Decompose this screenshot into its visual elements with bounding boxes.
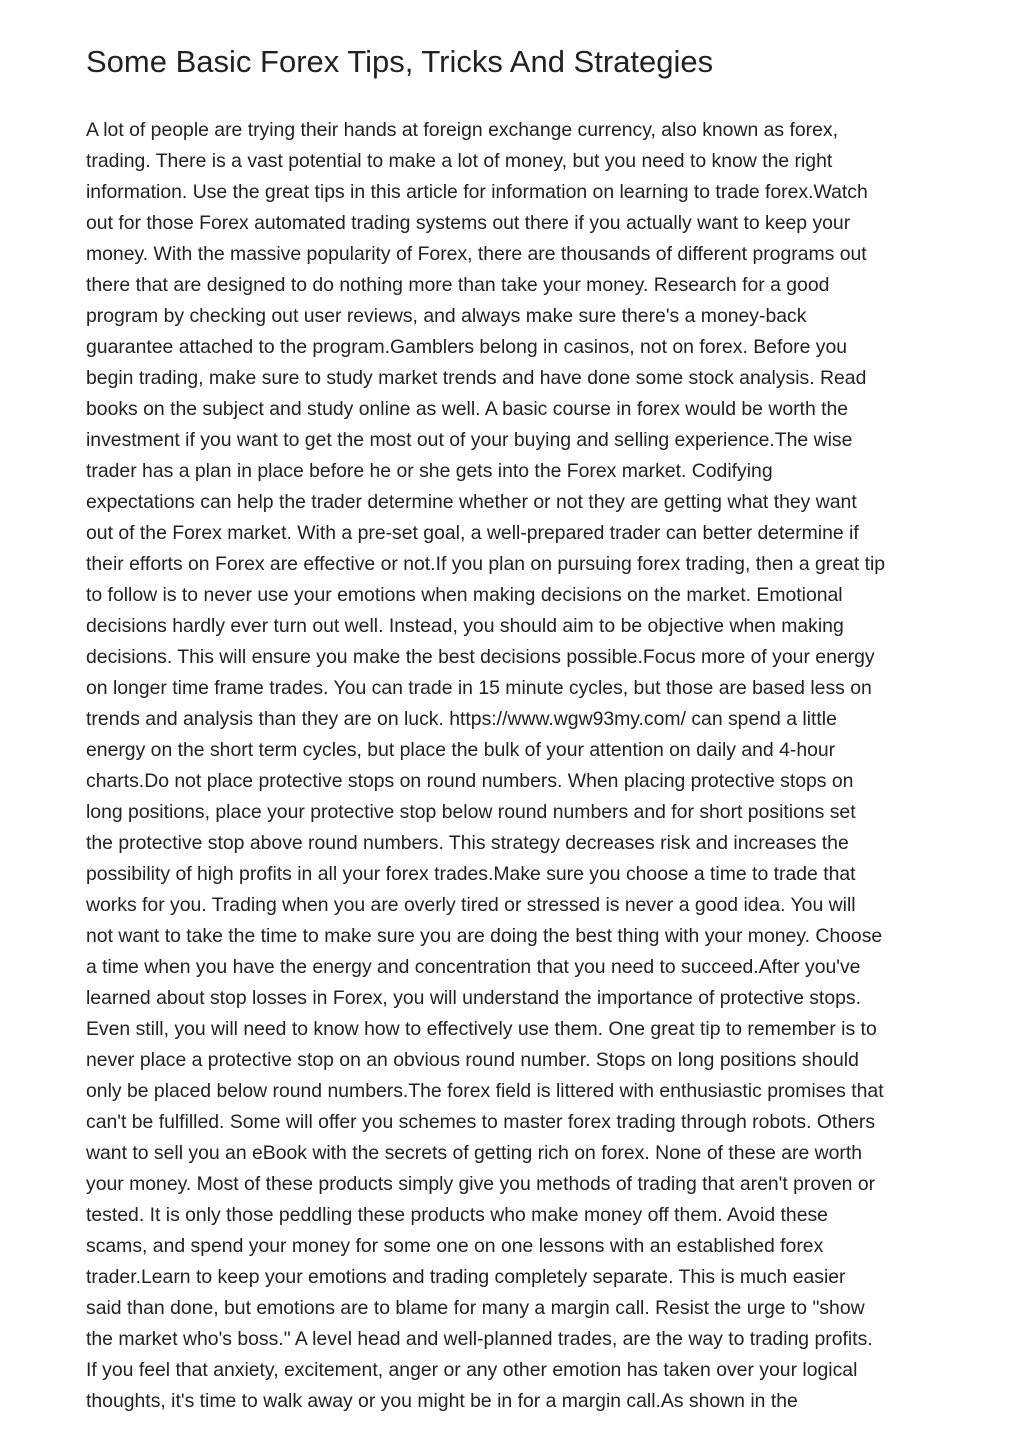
body-line: long positions, place your protective stop below round numbers and for short positions set — [86, 801, 856, 823]
body-line: the protective stop above round numbers. This strategy decreases risk and increases the — [86, 832, 849, 854]
body-line: not want to take the time to make sure you are doing the best thing with your money. Choose — [86, 925, 883, 947]
body-line: on longer time frame trades. You can trade in 15 minute cycles, but those are based less on — [86, 677, 872, 699]
body-line: energy on the short term cycles, but place the bulk of your attention on daily and 4-hour — [86, 739, 836, 761]
body-line: the market who's boss." A level head and well-planned trades, are the way to trading profits. — [86, 1328, 873, 1350]
body-line: decisions hardly ever turn out well. Instead, you should aim to be objective when making — [86, 615, 844, 637]
body-line: charts.Do not place protective stops on round numbers. When placing protective stops on — [86, 770, 854, 792]
body-line: learned about stop losses in Forex, you will understand the importance of protective stops. — [86, 987, 861, 1009]
body-line: begin trading, make sure to study market trends and have done some stock analysis. Read — [86, 367, 867, 389]
body-line: to follow is to never use your emotions when making decisions on the market. Emotional — [86, 584, 843, 606]
body-line: trends and analysis than they are on luck. https://www.wgw93my.com/ can spend a little — [86, 708, 837, 730]
body-line: want to sell you an eBook with the secrets of getting rich on forex. None of these are worth — [86, 1142, 863, 1164]
body-line: information. Use the great tips in this article for information on learning to trade forex.Watch — [86, 181, 868, 203]
body-line: money. With the massive popularity of Forex, there are thousands of different programs out — [86, 243, 867, 265]
body-line: Even still, you will need to know how to effectively use them. One great tip to remember is to — [86, 1018, 877, 1040]
body-line: never place a protective stop on an obvious round number. Stops on long positions should — [86, 1049, 859, 1071]
body-line: program by checking out user reviews, and always make sure there's a money-back — [86, 305, 807, 327]
body-line: expectations can help the trader determine whether or not they are getting what they want — [86, 491, 857, 513]
body-line: trader has a plan in place before he or she gets into the Forex market. Codifying — [86, 460, 773, 482]
body-line: books on the subject and study online as well. A basic course in forex would be worth the — [86, 398, 849, 420]
body-line: thoughts, it's time to walk away or you might be in for a margin call.As shown in the — [86, 1390, 798, 1412]
body-line: there that are designed to do nothing more than take your money. Research for a good — [86, 274, 830, 296]
body-line: only be placed below round numbers.The forex field is littered with enthusiastic promises that — [86, 1080, 884, 1102]
body-line: trading. There is a vast potential to make a lot of money, but you need to know the right — [86, 150, 833, 172]
body-line: your money. Most of these products simply give you methods of trading that aren't proven or — [86, 1173, 876, 1195]
body-line: works for you. Trading when you are overly tired or stressed is never a good idea. You will — [86, 894, 856, 916]
body-line: can't be fulfilled. Some will offer you schemes to master forex trading through robots. Others — [86, 1111, 876, 1133]
body-line: possibility of high profits in all your forex trades.Make sure you choose a time to trade that — [86, 863, 856, 885]
body-line: said than done, but emotions are to blame for many a margin call. Resist the urge to "show — [86, 1297, 865, 1319]
body-line: A lot of people are trying their hands at foreign exchange currency, also known as forex, — [86, 119, 839, 141]
body-line: investment if you want to get the most out of your buying and selling experience.The wise — [86, 429, 853, 451]
body-line: trader.Learn to keep your emotions and trading completely separate. This is much easier — [86, 1266, 846, 1288]
body-line: scams, and spend your money for some one on one lessons with an established forex — [86, 1235, 824, 1257]
body-line: decisions. This will ensure you make the best decisions possible.Focus more of your energy — [86, 646, 875, 668]
body-line: If you feel that anxiety, excitement, anger or any other emotion has taken over your logical — [86, 1359, 858, 1381]
article-body — [86, 115, 956, 1417]
body-line: out for those Forex automated trading systems out there if you actually want to keep your — [86, 212, 851, 234]
body-line: a time when you have the energy and concentration that you need to succeed.After you've — [86, 956, 861, 978]
body-line: out of the Forex market. With a pre-set goal, a well-prepared trader can better determine if — [86, 522, 859, 544]
body-line: guarantee attached to the program.Gamblers belong in casinos, not on forex. Before you — [86, 336, 848, 358]
body-line: their efforts on Forex are effective or not.If you plan on pursuing forex trading, then a great tip — [86, 553, 886, 575]
body-line: tested. It is only those peddling these products who make money off them. Avoid these — [86, 1204, 828, 1226]
document-title: Some Basic Forex Tips, Tricks And Strategies — [86, 44, 714, 79]
